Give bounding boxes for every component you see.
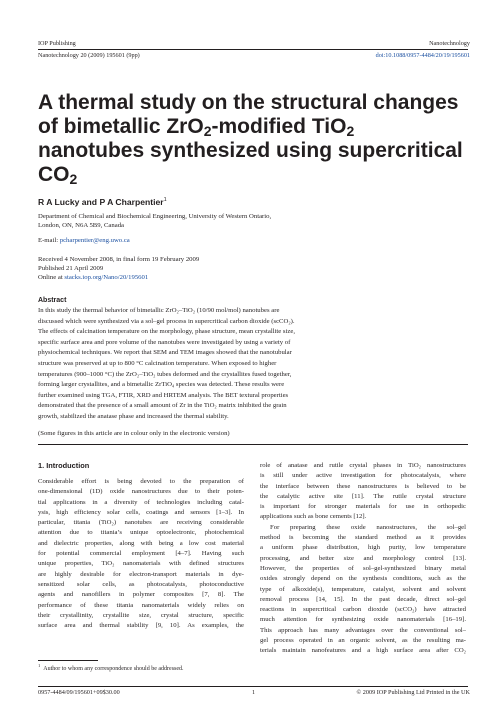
abstract-line: demonstrated that the presence of a small amount of Zr in the TiO₂ matrix inhibited the grain — [38, 402, 287, 410]
body-line: for potential commercial employment [4–7]. Having such — [38, 550, 244, 558]
affiliation: Department of Chemical and Biochemical Engineering, University of Western Ontario, London, ON, N6A 5B9, Canada — [38, 213, 272, 229]
left-column — [38, 477, 244, 631]
copyright: © 2009 IOP Publishing Ltd Printed in the UK — [356, 689, 470, 696]
body-line: ysis, high efficiency solar cells, coatings and sensors [1–3]. In — [38, 508, 244, 516]
right-column — [260, 461, 466, 657]
body-line: are highly desirable for electron-transport materials in dye- — [38, 570, 244, 578]
abstract-rule — [38, 444, 468, 445]
title-line-1: A thermal study on the structural changes — [38, 91, 459, 114]
body-line: the interface between these nanostructures is believed to be — [260, 482, 466, 490]
body-line: oxides strongly depend on the synthesis conditions, such as the — [260, 575, 466, 583]
email-line: E-mail: pcharpentier@eng.uwo.ca — [38, 237, 130, 244]
footnote: $^1$ Author to whom any correspondence should be addressed. — [38, 663, 184, 672]
body-line: sensitized solar cells, as photocatalysts, photoconductive — [38, 580, 244, 588]
authors: R A Lucky and P A Charpentier$^1$ — [38, 197, 167, 207]
body-line: Considerable effort is being devoted to the preparation of — [38, 478, 244, 485]
abstract-line: In this study the thermal behavior of bimetallic ZrO₂–TiO₂ (10/90 mol/mol) nanotubes are — [38, 307, 280, 314]
online-line: Online at stacks.iop.org/Nano/20/195601 — [38, 274, 149, 281]
section-heading: 1. Introduction — [38, 461, 90, 470]
body-line: tial applications in a diversity of technologies including catal- — [38, 498, 244, 506]
abstract-line: discussed which were synthesized via a sol–gel process in supercritical carbon dioxide (scCO₂). — [38, 317, 295, 325]
body-line: is still under active investigation for photocatalysis, where — [260, 472, 466, 480]
body-line: gel process operated in an organic solvent, as the resulting ma- — [260, 637, 466, 645]
body-line: and dielectric properties, along with being a low cost material — [38, 539, 244, 547]
title-line-4: $CO_2$ — [38, 163, 78, 187]
body-line: attention due to titania’s unique optoelectronic, photochemical — [38, 529, 244, 537]
body-line: terials maintain nanofeatures and a high surface area after CO₂ — [260, 647, 466, 655]
body-line: performance of these titania nanomaterials widely relies on — [38, 601, 244, 609]
body-line: For preparing these oxide nanostructures, the sol–gel — [270, 523, 466, 531]
email-link[interactable]: pcharpentier@eng.uwo.ca — [59, 237, 130, 244]
abstract-line: specific surface area and pore volume of the nanotubes were investigated by using a variety of — [38, 338, 291, 346]
body-line: processing, and better size and morphology control [13]. — [260, 554, 466, 562]
body-line: This approach has many advantages over the conventional sol– — [260, 626, 466, 634]
page-number: 1 — [252, 689, 256, 696]
abstract-line: temperatures (900–1000 °C) the ZrO₂–TiO₂ tubes deformed and the crystallites fused together, — [38, 370, 292, 378]
footer-rule — [38, 686, 468, 687]
abstract-line: The effects of calcination temperature on the morphology, phase structure, mean crystallite size, — [38, 328, 295, 336]
body-line: surface area and thermal stability [9, 10]. As examples, the — [38, 622, 244, 630]
body-line: one-dimensional (1D) oxide nanostructures due to their poten- — [38, 488, 244, 496]
body-line: applications such as bone cements [12]. — [260, 513, 367, 521]
citation: Nanotechnology 20 (2009) 195601 (9pp) — [38, 52, 140, 59]
journal-name: Nanotechnology — [429, 40, 470, 47]
colour-note: (Some figures in this article are in colour only in the electronic version) — [38, 429, 230, 437]
body-line: their crystallinity, crystallite size, crystal structure, specific — [38, 611, 244, 619]
article-title — [38, 91, 478, 187]
abstract-line: physiochemical techniques. We report that SEM and TEM images showed that the nanotubular — [38, 349, 292, 357]
header-rule — [38, 49, 468, 50]
title-line-2: of bimetallic ZrO$_2$-modified TiO$_2$ — [38, 115, 355, 139]
dates — [38, 255, 199, 282]
body-line: reactions in supercritical carbon dioxide (scCO₂) have attracted — [260, 606, 466, 614]
body-line: much attention for synthesizing oxide nanomaterials [16–19]. — [260, 616, 466, 624]
abstract-body — [38, 306, 468, 439]
body-line: the catalytic active site [11]. The rutile crystal structure — [260, 492, 466, 500]
body-line: method is becoming the standard method as it provides — [260, 534, 466, 542]
issn: 0957-4484/09/195601+09$30.00 — [38, 689, 120, 696]
body-line: However, the properties of sol–gel-synthesized binary metal — [260, 564, 466, 572]
title-line-3: nanotubes synthesized using supercritical — [38, 139, 463, 162]
journal-publisher: IOP Publishing — [38, 40, 76, 47]
body-line: a uniform phase distribution, high purity, low temperature — [260, 544, 466, 552]
abstract-line: further examined using TGA, FTIR, XRD and HRTEM analysis. The BET textural properties — [38, 391, 289, 399]
body-line: is important for stronger materials for use in orthopedic — [260, 503, 466, 511]
body-line: unique properties, TiO₂ nanomaterials with defined structures — [38, 560, 244, 568]
abstract-line: forming larger crystallites, and a bimetallic ZrTiO₄ species was detected. These results were — [38, 381, 285, 389]
doi-link[interactable]: doi:10.1088/0957-4484/20/19/195601 — [375, 52, 470, 59]
body-line: role of anatase and rutile crystal phases in TiO₂ nanostructures — [260, 462, 466, 469]
received-date: Received 4 November 2008, in final form 19 February 2009 — [38, 256, 200, 263]
abstract-line: growth, stabilized the anatase phase and increased the thermal stability. — [38, 412, 229, 420]
body-line: particular, titania (TiO₂) nanotubes are receiving considerable — [38, 519, 244, 527]
abstract-line: structure was preserved at up to 800 °C calcination temperature. When exposed to higher — [38, 359, 277, 367]
online-link[interactable]: stacks.iop.org/Nano/20/195601 — [64, 274, 149, 281]
abstract-heading: Abstract — [38, 297, 67, 304]
body-line: type of alkoxide(s), temperature, catalyst, solvent and solvent — [260, 585, 466, 593]
body-line: agents and nanofillers in polymer composites [7, 8]. The — [38, 591, 244, 599]
body-line: removal process [14, 15]. In the past decade, direct sol–gel — [260, 595, 466, 603]
footnote-rule — [38, 660, 98, 661]
published-date: Published 21 April 2009 — [38, 265, 104, 272]
